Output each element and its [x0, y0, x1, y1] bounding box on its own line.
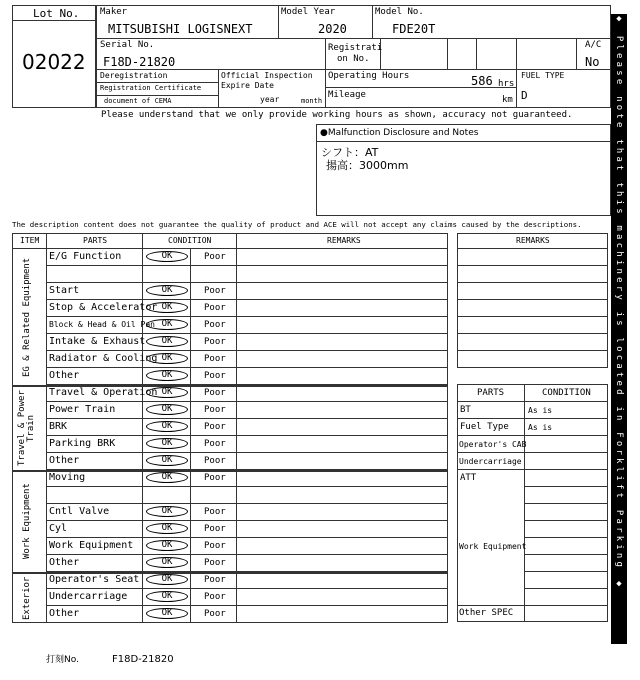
mileage-unit: km: [502, 95, 513, 105]
condition-ok-mark[interactable]: OK: [146, 540, 188, 551]
condition-ok-mark[interactable]: OK: [146, 387, 188, 398]
op-hours-label: Operating Hours: [328, 71, 410, 81]
condition-ok-mark[interactable]: OK: [146, 251, 188, 262]
ac-label: A/C: [585, 40, 602, 50]
condition-divider: [190, 248, 191, 623]
row-remarks-cell[interactable]: [237, 503, 447, 520]
dereg-sub-2: document of CEMA: [104, 97, 172, 105]
op-hours-unit: hrs: [498, 79, 515, 89]
row-part-label: Work Equipment: [49, 540, 134, 551]
condition-ok-mark[interactable]: OK: [146, 438, 188, 449]
row-part-label: Other: [49, 557, 80, 568]
condition-poor-option[interactable]: Poor: [204, 303, 226, 313]
condition-poor-option[interactable]: Poor: [204, 371, 226, 381]
row-divider: [46, 622, 448, 623]
row-part-label: Undercarriage: [49, 591, 128, 602]
dereg-sub-1: Registration Certificate: [100, 84, 202, 92]
ac-value: No: [585, 55, 600, 69]
remarks-row-divider: [457, 333, 608, 334]
row-remarks-cell[interactable]: [237, 333, 447, 350]
malfunction-title: ●Malfunction Disclosure and Notes: [320, 128, 479, 138]
model-year-label: Model Year: [281, 7, 336, 17]
remarks-row-divider: [457, 316, 608, 317]
row-part-label: Parking BRK: [49, 438, 116, 449]
spec-sub-divider: [524, 537, 608, 538]
condition-ok-mark[interactable]: OK: [146, 574, 188, 585]
remarks-row-divider: [457, 282, 608, 283]
maker-value: MITSUBISHI LOGISNEXT: [108, 22, 253, 36]
condition-poor-option[interactable]: Poor: [204, 558, 226, 568]
spec-work-equipment: Work Equipment: [459, 542, 527, 551]
model-no-label: Model No.: [375, 7, 424, 17]
registration-label-2: on No.: [337, 54, 370, 64]
condition-poor-option[interactable]: Poor: [204, 337, 226, 347]
row-part-label: Cyl: [49, 523, 68, 534]
condition-ok-mark[interactable]: OK: [146, 523, 188, 534]
spec-sub-divider: [524, 571, 608, 572]
malfunction-line-1: シフト：AT: [321, 146, 379, 159]
fuel-value: D: [521, 89, 528, 102]
row-remarks-cell[interactable]: [237, 265, 447, 282]
condition-poor-option[interactable]: Poor: [204, 473, 226, 483]
condition-poor-option[interactable]: Poor: [204, 575, 226, 585]
spec-fuel-value: As is: [528, 423, 553, 432]
condition-ok-mark[interactable]: OK: [146, 319, 188, 330]
condition-ok-mark[interactable]: OK: [146, 472, 188, 483]
row-part-label: BRK: [49, 421, 68, 432]
spec-undercarriage: Undercarriage: [459, 457, 522, 466]
header-remarks: REMARKS: [327, 236, 361, 245]
row-part-label: Power Train: [49, 404, 116, 415]
condition-poor-option[interactable]: Poor: [204, 354, 226, 364]
condition-ok-mark[interactable]: OK: [146, 455, 188, 466]
lot-number: 02022: [22, 50, 86, 74]
maker-label: Maker: [100, 7, 128, 17]
condition-ok-mark[interactable]: OK: [146, 404, 188, 415]
serial-value: F18D-21820: [103, 55, 176, 69]
header-parts-2: PARTS: [477, 388, 505, 398]
group-label-eg: EG & Related Equipment: [22, 257, 32, 377]
row-part-label: Operator's Seat: [49, 574, 140, 585]
condition-poor-option[interactable]: Poor: [204, 405, 226, 415]
row-part-label: Intake & Exhaust: [49, 336, 146, 347]
stamp-value: F18D-21820: [112, 654, 174, 665]
row-part-label: Start: [49, 285, 80, 296]
condition-poor-option[interactable]: Poor: [204, 609, 226, 619]
condition-ok-mark[interactable]: OK: [146, 591, 188, 602]
row-remarks-cell[interactable]: [237, 452, 447, 469]
condition-poor-option[interactable]: Poor: [204, 541, 226, 551]
banner-text: ◆ Please note that this machinery is located in Forklift Parking ◆: [614, 14, 624, 592]
spec-operators-cab: Operator's CAB: [459, 440, 527, 449]
remarks-row-divider: [457, 265, 608, 266]
row-part-label: Other: [49, 455, 80, 466]
row-remarks-cell[interactable]: [237, 537, 447, 554]
spec-row-divider: [457, 435, 608, 436]
row-remarks-cell[interactable]: [237, 401, 447, 418]
row-remarks-cell[interactable]: [237, 554, 447, 571]
spec-sub-divider: [524, 588, 608, 589]
row-remarks-cell[interactable]: [237, 367, 447, 384]
row-remarks-cell[interactable]: [237, 248, 447, 265]
spec-bt-label: BT: [460, 405, 471, 415]
condition-ok-mark[interactable]: OK: [146, 302, 188, 313]
dereg-label: Deregistration: [100, 71, 168, 80]
condition-ok-mark[interactable]: OK: [146, 506, 188, 517]
remarks-table: [457, 233, 608, 368]
spec-row-divider: [457, 418, 608, 419]
row-remarks-cell[interactable]: [237, 350, 447, 367]
header-condition-2: CONDITION: [542, 388, 591, 398]
row-remarks-cell[interactable]: [237, 520, 447, 537]
header-item: ITEM: [20, 236, 40, 245]
condition-poor-option[interactable]: Poor: [204, 422, 226, 432]
row-remarks-cell[interactable]: [237, 282, 447, 299]
row-remarks-cell[interactable]: [237, 418, 447, 435]
group-label-exterior: Exterior: [22, 576, 32, 620]
spec-fuel-label: Fuel Type: [460, 422, 509, 432]
spec-other-spec: Other SPEC: [459, 608, 514, 618]
row-part-label: Other: [49, 608, 80, 619]
spec-att: ATT: [460, 473, 477, 483]
stamp-label: 打刻No.: [46, 655, 79, 665]
condition-ok-mark[interactable]: OK: [146, 421, 188, 432]
row-part-label: E/G Function: [49, 251, 122, 262]
row-part-label: Block & Head & Oil Pan: [49, 320, 155, 329]
location-banner: [611, 14, 627, 644]
row-remarks-cell[interactable]: [237, 299, 447, 316]
row-part-label: Other: [49, 370, 80, 381]
remarks-row-divider: [457, 350, 608, 351]
spec-sub-divider: [524, 520, 608, 521]
row-part-label: Cntl Valve: [49, 506, 110, 517]
row-remarks-cell[interactable]: [237, 588, 447, 605]
spec-bt-value: As is: [528, 406, 553, 415]
row-remarks-cell[interactable]: [237, 486, 447, 503]
condition-poor-option[interactable]: Poor: [204, 252, 226, 262]
row-remarks-cell[interactable]: [237, 605, 447, 622]
header-parts: PARTS: [83, 236, 108, 245]
inspection-label-1: Official Inspection: [221, 71, 313, 80]
row-part-label: Stop & Accelerator: [49, 302, 158, 313]
condition-ok-mark[interactable]: OK: [146, 608, 188, 619]
group-label-travel: Travel & Power Train: [17, 390, 36, 466]
row-part-label: Moving: [49, 472, 86, 483]
disclaimer-text: The description content does not guarantee the quality of product and ACE will not accept any claims caused by the descriptions.: [12, 220, 582, 229]
inspection-month: month: [301, 97, 323, 105]
spec-row-divider: [457, 605, 608, 606]
row-remarks-cell[interactable]: [237, 316, 447, 333]
condition-poor-option[interactable]: Poor: [204, 524, 226, 534]
malfunction-line-2: 揚高：3000mm: [326, 159, 409, 172]
condition-ok-mark[interactable]: OK: [146, 370, 188, 381]
mileage-label: Mileage: [328, 90, 366, 100]
condition-poor-option[interactable]: Poor: [204, 286, 226, 296]
op-hours-value: 586: [471, 74, 493, 88]
row-part-label: Radiator & Cooling: [49, 353, 158, 364]
header-remarks-2: REMARKS: [516, 236, 550, 245]
model-no-value: FDE20T: [392, 22, 436, 36]
lot-label: Lot No.: [33, 7, 80, 20]
condition-ok-mark[interactable]: OK: [146, 353, 188, 364]
inspection-label-2: Expire Date: [221, 81, 274, 90]
notice-text: Please understand that we only provide working hours as shown, accuracy not guaranteed.: [101, 110, 573, 120]
condition-poor-option[interactable]: Poor: [204, 439, 226, 449]
condition-poor-option[interactable]: Poor: [204, 507, 226, 517]
condition-poor-option[interactable]: Poor: [204, 320, 226, 330]
condition-ok-mark[interactable]: OK: [146, 285, 188, 296]
row-part-label: Travel & Operation: [49, 387, 158, 398]
model-year-value: 2020: [318, 22, 347, 36]
spec-row-divider: [457, 452, 608, 453]
row-remarks-cell[interactable]: [237, 435, 447, 452]
condition-poor-option[interactable]: Poor: [204, 456, 226, 466]
spec-row-divider: [457, 469, 608, 470]
condition-ok-mark[interactable]: OK: [146, 336, 188, 347]
remarks-row-divider: [457, 299, 608, 300]
condition-poor-option[interactable]: Poor: [204, 592, 226, 602]
condition-ok-mark[interactable]: OK: [146, 557, 188, 568]
condition-poor-option[interactable]: Poor: [204, 388, 226, 398]
inspection-year: year: [260, 95, 280, 104]
group-label-work: Work Equipment: [22, 483, 32, 560]
spec-sub-divider: [524, 486, 608, 487]
registration-label-1: Registrati: [328, 43, 383, 53]
serial-label: Serial No.: [100, 40, 155, 50]
fuel-label: FUEL TYPE: [521, 71, 565, 80]
header-condition: CONDITION: [168, 236, 212, 245]
spec-sub-divider: [524, 503, 608, 504]
spec-sub-divider: [524, 554, 608, 555]
